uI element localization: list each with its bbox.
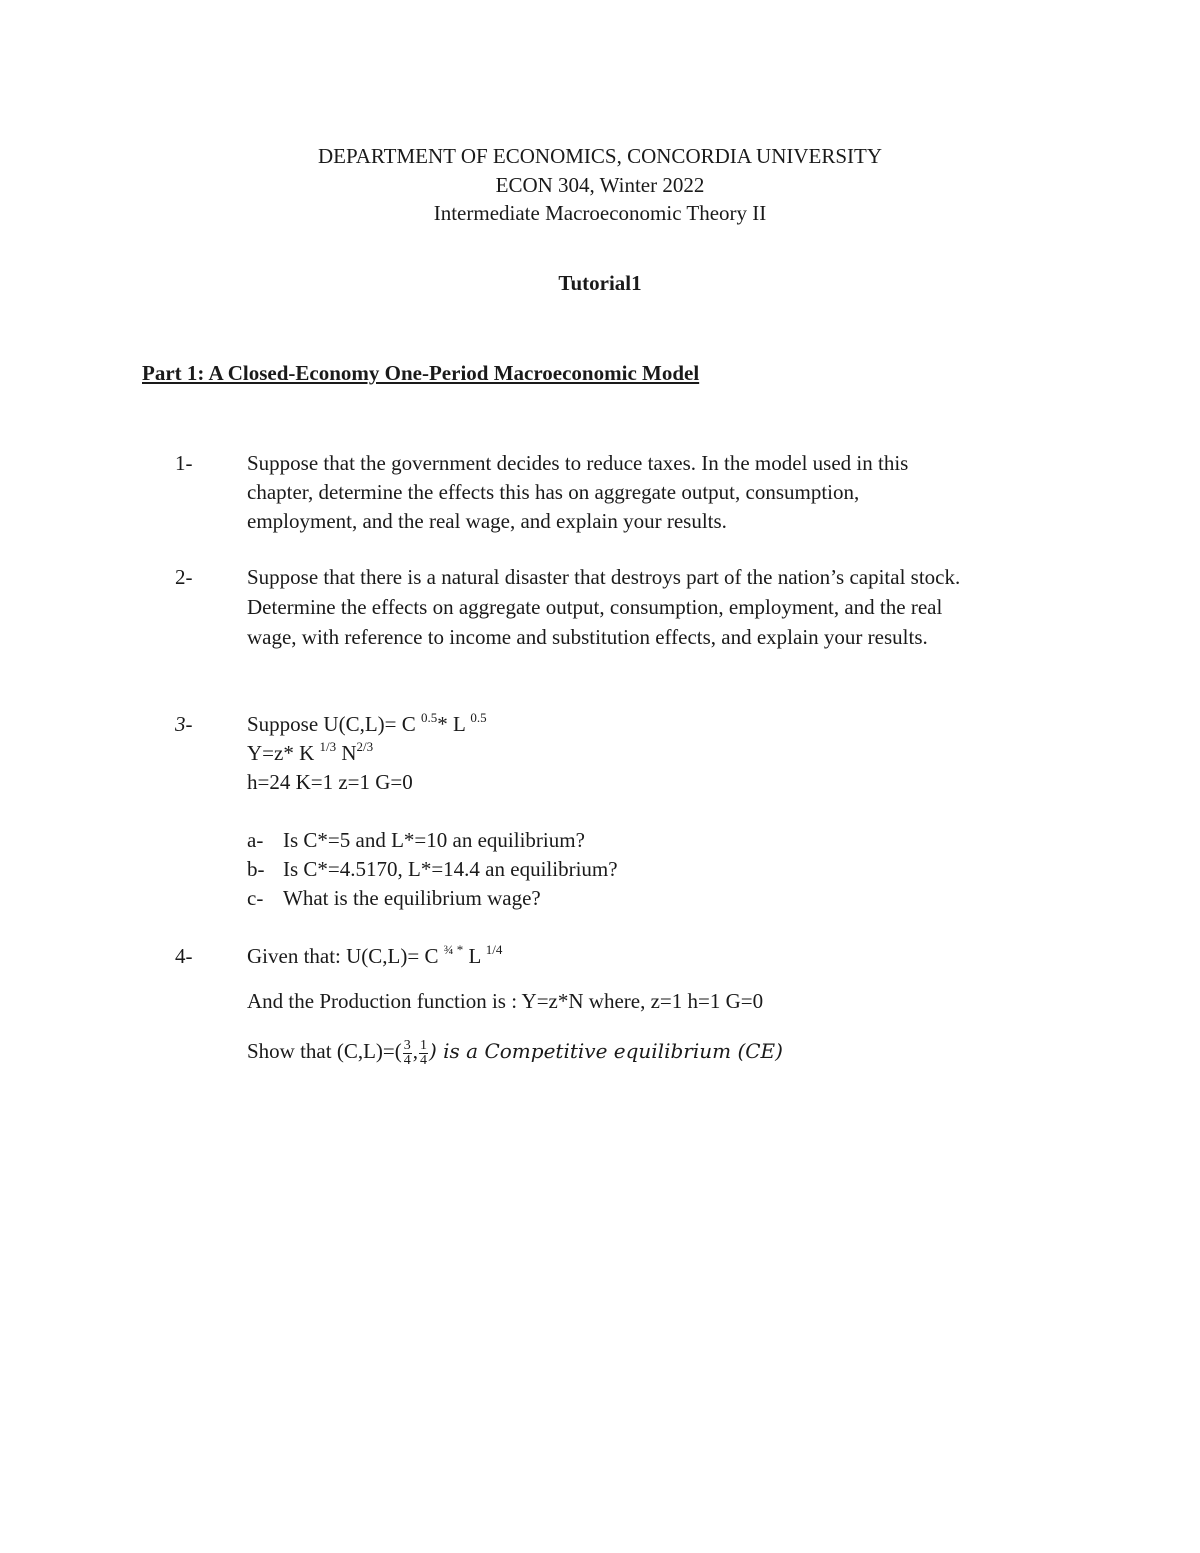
q4-given-exp1: ¾ * bbox=[443, 942, 464, 957]
q3-production-mid: N bbox=[336, 741, 357, 765]
q3b-label: b- bbox=[247, 857, 265, 881]
q1-line-3: employment, and the real wage, and explain your results. bbox=[247, 509, 727, 533]
q4-show-prefix: Show that (C,L)=( bbox=[247, 1039, 402, 1063]
department-heading: DEPARTMENT OF ECONOMICS, CONCORDIA UNIVERSITY bbox=[317, 144, 883, 168]
q4-fraction-1-numerator: 3 bbox=[403, 1037, 411, 1053]
q4-fraction-1 bbox=[403, 1039, 412, 1068]
q4-given-prefix: Given that: U(C,L)= C bbox=[247, 944, 444, 968]
q3-utility-exp1: 0.5 bbox=[421, 710, 438, 725]
q1-line-2: chapter, determine the effects this has on aggregate output, consumption, bbox=[247, 480, 860, 504]
course-code: ECON 304, Winter 2022 bbox=[495, 173, 705, 197]
q4-show-suffix: ) is a Competitive equilibrium (CE) bbox=[429, 1039, 783, 1063]
q2-line-2: Determine the effects on aggregate output, consumption, employment, and the real bbox=[247, 595, 943, 619]
q4-fraction-1-denominator: 4 bbox=[403, 1052, 411, 1068]
q2-line-3: wage, with reference to income and substitution effects, and explain your results. bbox=[247, 625, 928, 649]
q4-number: 4- bbox=[175, 944, 193, 968]
q3a-text: Is C*=5 and L*=10 an equilibrium? bbox=[283, 828, 585, 852]
q3-utility-exp2: 0.5 bbox=[470, 710, 487, 725]
q4-fraction-separator: , bbox=[412, 1039, 418, 1063]
q4-fraction-2-denominator: 4 bbox=[420, 1052, 427, 1068]
q3-utility-prefix: Suppose U(C,L)= C bbox=[247, 712, 422, 736]
q3-production-prefix: Y=z* K bbox=[247, 741, 320, 765]
q3-number: 3- bbox=[175, 712, 193, 736]
q3c-label: c- bbox=[247, 886, 264, 910]
course-title: Intermediate Macroeconomic Theory II bbox=[433, 201, 767, 225]
q1-line-1: Suppose that the government decides to reduce taxes. In the model used in this bbox=[247, 451, 909, 475]
q4-fraction-2 bbox=[419, 1039, 428, 1068]
q3a-label: a- bbox=[247, 828, 264, 852]
q4-given bbox=[247, 941, 502, 974]
q3b-text: Is C*=4.5170, L*=14.4 an equilibrium? bbox=[283, 857, 618, 881]
q3-production-exp1: 1/3 bbox=[319, 739, 337, 754]
q3-production-exp2: 2/3 bbox=[356, 739, 374, 754]
q1-number: 1- bbox=[175, 451, 193, 475]
q3-utility-mid: * L bbox=[437, 712, 471, 736]
q2-number: 2- bbox=[175, 565, 193, 589]
q4-given-exp2: 1/4 bbox=[485, 942, 503, 957]
q4-production: And the Production function is : Y=z*N where, z=1 h=1 G=0 bbox=[247, 989, 764, 1013]
q4-fraction-2-numerator: 1 bbox=[420, 1037, 427, 1053]
part1-heading: Part 1: A Closed-Economy One-Period Macroeconomic Model bbox=[142, 361, 700, 385]
q3-params: h=24 K=1 z=1 G=0 bbox=[247, 770, 413, 794]
q4-show bbox=[247, 1036, 783, 1068]
q3c-text: What is the equilibrium wage? bbox=[283, 886, 541, 910]
tutorial-title: Tutorial1 bbox=[558, 271, 642, 295]
q2-line-1: Suppose that there is a natural disaster that destroys part of the nation’s capital stock. bbox=[247, 565, 961, 589]
q4-given-mid: L bbox=[463, 944, 486, 968]
